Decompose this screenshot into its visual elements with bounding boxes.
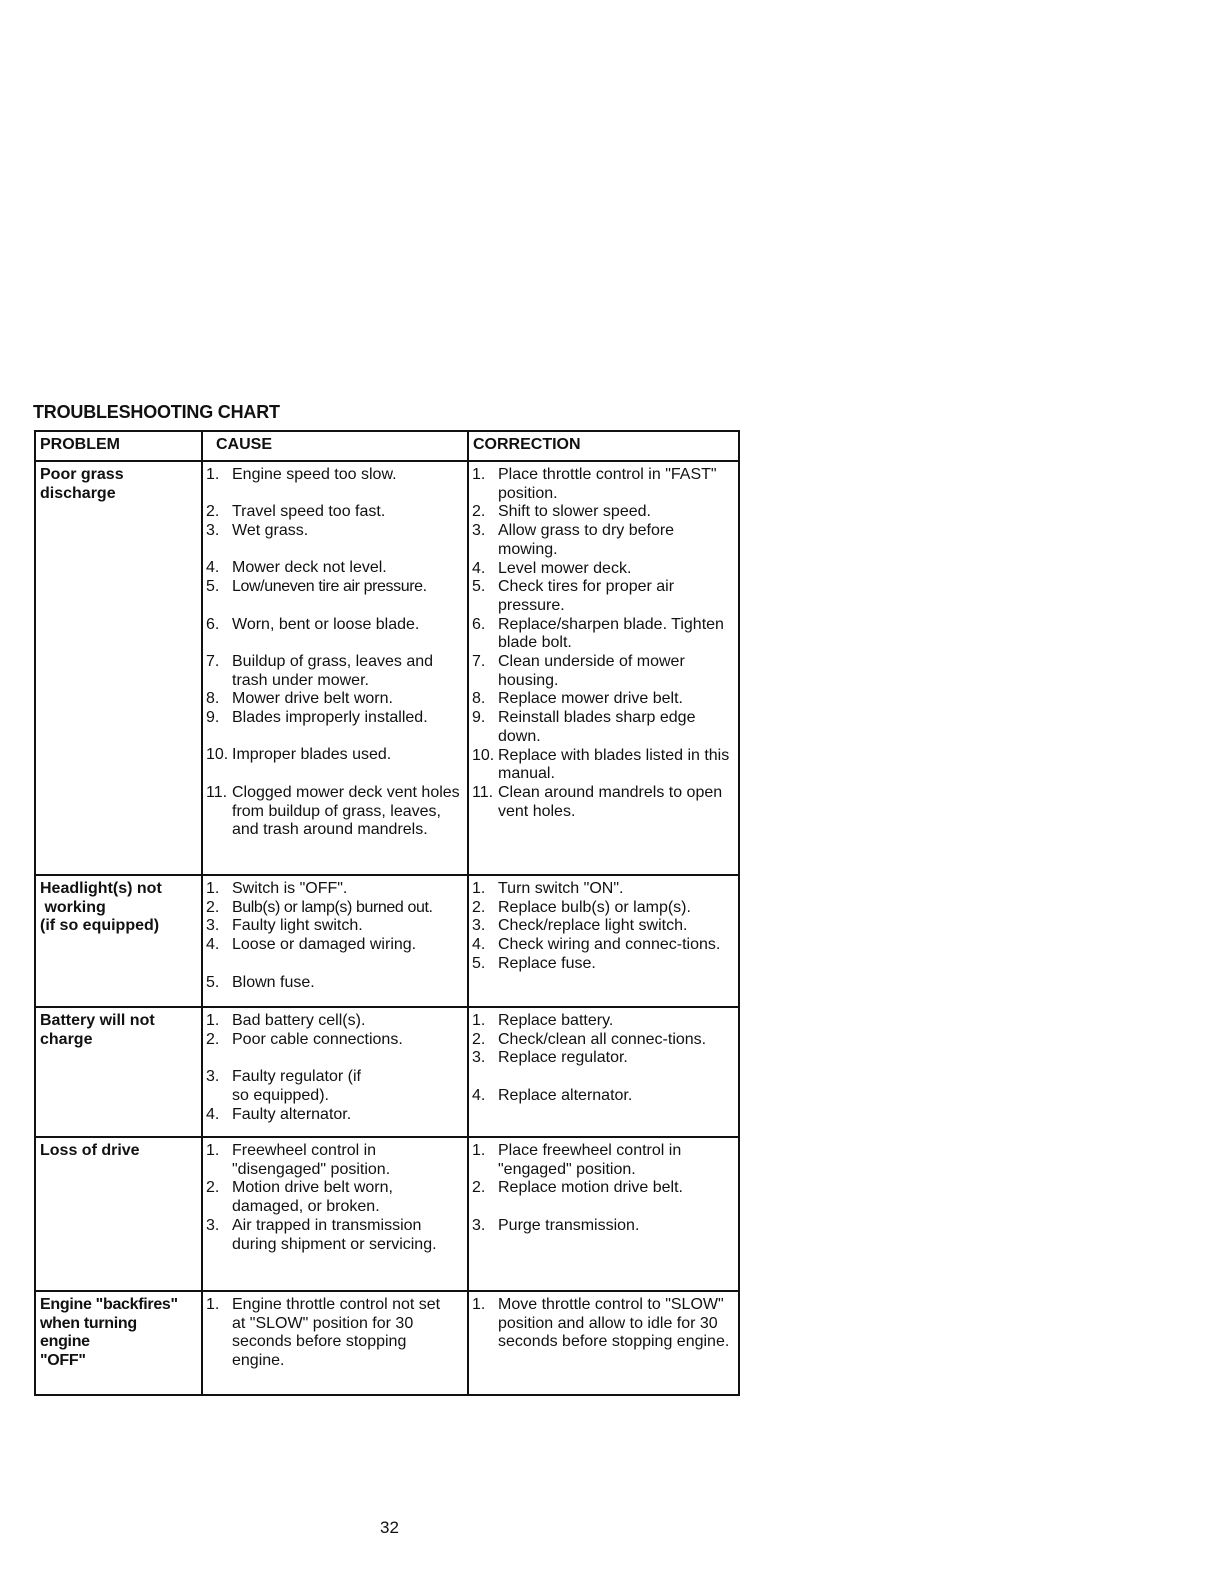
list-item: 4. Faulty alternator.: [206, 1105, 352, 1123]
list-item: 4. Level mower deck.: [472, 559, 632, 577]
list-item: 2. Shift to slower speed.: [472, 503, 651, 521]
list-item: 1. Place throttle control in "FAST" position.: [472, 466, 717, 502]
list-item: 1. Engine speed too slow.: [206, 466, 397, 483]
correction-cell: [467, 462, 738, 874]
header-correction: CORRECTION: [467, 432, 738, 460]
list-item: 6. Worn, bent or loose blade.: [206, 615, 420, 633]
problem-cell: [36, 1008, 201, 1136]
list-item: 8. Mower drive belt worn.: [206, 690, 393, 708]
list-item: 2. Check/clean all connec-tions.: [472, 1030, 707, 1048]
table-row: [36, 1136, 738, 1290]
problem-text: Poor grass discharge: [40, 466, 124, 502]
page-number: 32: [380, 1518, 399, 1537]
table-row: [36, 1006, 738, 1136]
correction-cell: [467, 876, 738, 1006]
chart-title: TROUBLESHOOTING CHART: [33, 402, 280, 422]
list-item: 2. Replace bulb(s) or lamp(s).: [472, 898, 691, 916]
header-cause: CAUSE: [201, 432, 467, 460]
list-item: 1. Freewheel control in "disengaged" position.: [206, 1142, 391, 1178]
list-item: 1. Move throttle control to "SLOW" position and allow to idle for 30 seconds before stopping engine.: [472, 1296, 730, 1351]
cause-cell: [201, 1138, 467, 1290]
list-item: 10. Improper blades used.: [206, 746, 392, 764]
problem-cell: [36, 876, 201, 1006]
list-item: 1. Bad battery cell(s).: [206, 1012, 366, 1029]
list-item: 3. Allow grass to dry before mowing.: [472, 522, 675, 558]
list-item: 9. Blades improperly installed.: [206, 709, 428, 727]
list-item: 3. Purge transmission.: [472, 1216, 640, 1234]
list-item: 3. Faulty light switch.: [206, 917, 363, 935]
list-item: 2. Replace motion drive belt.: [472, 1179, 683, 1197]
problem-text: Loss of drive: [40, 1142, 140, 1159]
list-item: 1. Engine throttle control not set at "SLOW" position for 30 seconds before stopping engine.: [206, 1296, 441, 1370]
problem-cell: [36, 1138, 201, 1290]
list-item: 11. Clean around mandrels to open vent holes.: [472, 783, 723, 820]
list-item: 3. Air trapped in transmission during shipment or servicing.: [206, 1216, 437, 1253]
problem-text: Headlight(s) not working (if so equipped): [40, 880, 162, 935]
header-problem: PROBLEM: [40, 436, 120, 453]
list-item: 6. Replace/sharpen blade. Tighten blade bolt.: [472, 615, 724, 652]
list-item: 2. Bulb(s) or lamp(s) burned out.: [206, 898, 433, 916]
correction-cell: [467, 1008, 738, 1136]
cause-cell: [201, 1292, 467, 1394]
cause-cell: [201, 462, 467, 874]
list-item: 4. Replace alternator.: [472, 1086, 633, 1104]
list-item: 4. Loose or damaged wiring.: [206, 936, 417, 954]
list-item: 5. Replace fuse.: [472, 954, 596, 972]
problem-cell: [36, 1292, 201, 1394]
list-item: 2. Travel speed too fast.: [206, 503, 386, 521]
problem-text: Battery will not charge: [40, 1012, 155, 1048]
troubleshooting-table: [34, 430, 740, 1396]
table-header: [36, 430, 738, 462]
table-row: [36, 874, 738, 1006]
list-item: 3. Faulty regulator (if so equipped).: [206, 1068, 361, 1104]
list-item: 7. Clean underside of mower housing.: [472, 653, 685, 689]
list-item: 1. Switch is "OFF".: [206, 880, 348, 897]
list-item: 3. Wet grass.: [206, 522, 309, 540]
list-item: 2. Poor cable connections.: [206, 1030, 403, 1048]
list-item: 2. Motion drive belt worn, damaged, or broken.: [206, 1179, 393, 1216]
correction-cell: [467, 1138, 738, 1290]
list-item: 5. Blown fuse.: [206, 973, 315, 991]
correction-cell: [467, 1292, 738, 1394]
list-item: 5. Low/uneven tire air pressure.: [206, 578, 427, 596]
list-item: 7. Buildup of grass, leaves and trash under mower.: [206, 652, 434, 689]
cause-cell: [201, 1008, 467, 1136]
table-row: [36, 1290, 738, 1394]
list-item: 1. Turn switch "ON".: [472, 880, 624, 897]
list-item: 1. Place freewheel control in "engaged" position.: [472, 1142, 682, 1178]
problem-text: Engine "backfires" when turning engine "OFF": [40, 1296, 178, 1370]
list-item: 5. Check tires for proper air pressure.: [472, 578, 675, 614]
list-item: 11. Clogged mower deck vent holes from buildup of grass, leaves, and trash around mandrels.: [206, 783, 460, 839]
list-item: 3. Replace regulator.: [472, 1049, 628, 1067]
list-item: 3. Check/replace light switch.: [472, 917, 688, 935]
list-item: 8. Replace mower drive belt.: [472, 690, 683, 708]
list-item: 9. Reinstall blades sharp edge down.: [472, 709, 696, 745]
table-row: [36, 462, 738, 874]
list-item: 1. Replace battery.: [472, 1012, 614, 1029]
list-item: 4. Mower deck not level.: [206, 559, 387, 577]
list-item: 4. Check wiring and connec-tions.: [472, 936, 721, 954]
problem-cell: [36, 462, 201, 874]
cause-cell: [201, 876, 467, 1006]
list-item: 10. Replace with blades listed in this manual.: [472, 746, 730, 783]
